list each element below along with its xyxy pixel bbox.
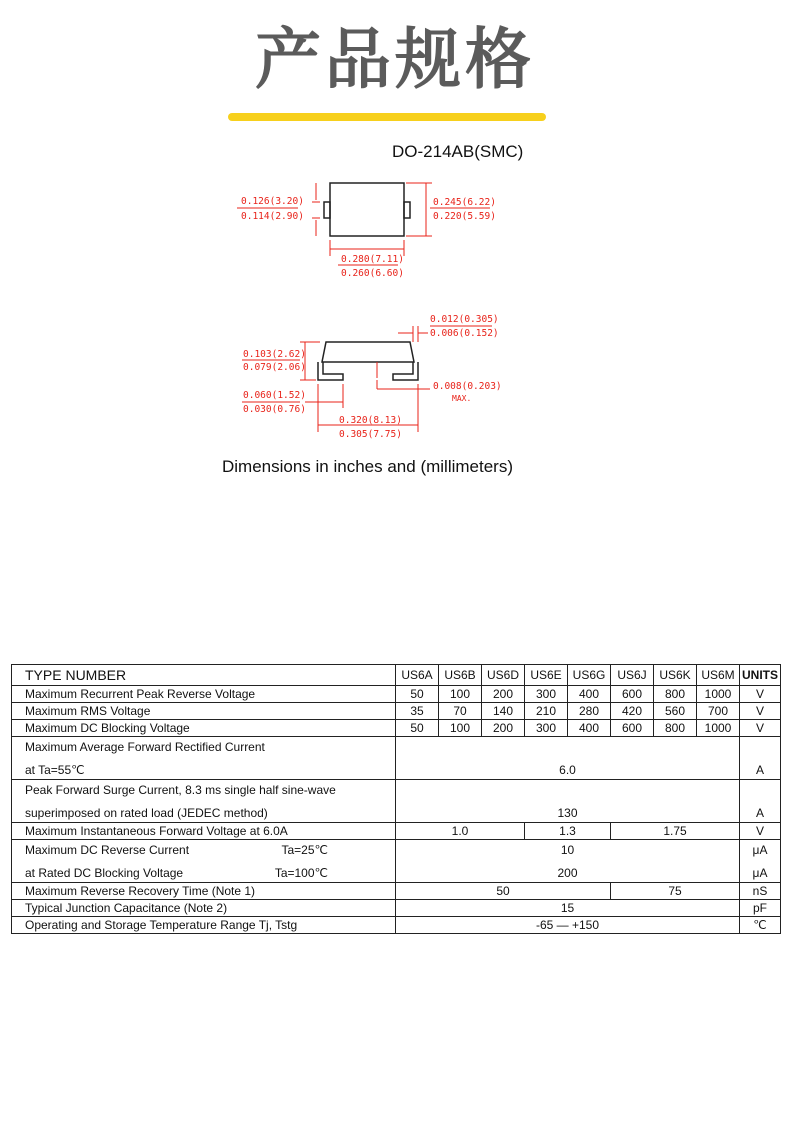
- model-header: US6E: [525, 665, 568, 686]
- condition-label: Ta=100℃: [274, 866, 328, 880]
- unit-cell: [740, 840, 781, 883]
- value-cell: 1000: [697, 720, 740, 737]
- value-cell: 400: [568, 720, 611, 737]
- model-header: US6K: [654, 665, 697, 686]
- value-cell: [396, 840, 740, 883]
- unit-cell: V: [740, 686, 781, 703]
- unit-cell: ℃: [740, 917, 781, 934]
- dim-lead-thick-max: 0.012(0.305): [430, 314, 499, 325]
- value-line: 200: [557, 866, 578, 880]
- table-row: [12, 823, 781, 840]
- value-cell: 800: [654, 686, 697, 703]
- value-line: 10: [560, 843, 575, 857]
- side-view-body: [322, 342, 414, 362]
- top-view-right-tab: [404, 202, 410, 218]
- unit-cell: V: [740, 720, 781, 737]
- condition-label: Ta=25℃: [281, 843, 328, 857]
- table-row: [12, 917, 781, 934]
- param-line: Peak Forward Surge Current, 8.3 ms single half sine-wave: [25, 783, 336, 797]
- table-row: [12, 737, 781, 780]
- value-cell: 50: [396, 720, 439, 737]
- value-cell: 210: [525, 703, 568, 720]
- unit-cell: nS: [740, 883, 781, 900]
- value-cell: 300: [525, 720, 568, 737]
- package-dimension-drawing: [0, 0, 790, 460]
- value-cell: 400: [568, 686, 611, 703]
- param-label: [12, 780, 396, 823]
- value-cell: 200: [482, 686, 525, 703]
- model-header: US6D: [482, 665, 525, 686]
- param-label: [12, 840, 396, 883]
- table-row: [12, 900, 781, 917]
- param-label: Operating and Storage Temperature Range Tj, Tstg: [12, 917, 396, 934]
- value-cell: 70: [439, 703, 482, 720]
- unit-line: μA: [752, 866, 768, 880]
- dim-height-min: 0.114(2.90): [241, 211, 304, 222]
- dim-lead-thick-min: 0.006(0.152): [430, 328, 499, 339]
- dim-lead-len-min: 0.030(0.76): [243, 404, 306, 415]
- value-cell: 1.0: [396, 823, 525, 840]
- value-cell: 1.3: [525, 823, 611, 840]
- dim-body-height-max: 0.103(2.62): [243, 349, 306, 360]
- unit-cell: pF: [740, 900, 781, 917]
- value-cell: 130: [396, 780, 740, 823]
- table-row: [12, 703, 781, 720]
- value-cell: 6.0: [396, 737, 740, 780]
- value-cell: 420: [611, 703, 654, 720]
- table-header-row: [12, 665, 781, 686]
- param-label: Maximum Instantaneous Forward Voltage at 6.0A: [12, 823, 396, 840]
- value-cell: 200: [482, 720, 525, 737]
- param-line: at Ta=55℃: [25, 763, 85, 777]
- value-cell: 280: [568, 703, 611, 720]
- dim-length-min: 0.260(6.60): [341, 268, 404, 279]
- table-row: [12, 840, 781, 883]
- table-row: [12, 720, 781, 737]
- value-cell: 50: [396, 883, 611, 900]
- dim-body-height-min: 0.079(2.06): [243, 362, 306, 373]
- model-header: US6G: [568, 665, 611, 686]
- value-cell: 35: [396, 703, 439, 720]
- unit-line: μA: [752, 843, 768, 857]
- unit-cell: V: [740, 703, 781, 720]
- unit-cell: A: [740, 780, 781, 823]
- dim-overall-max: 0.320(8.13): [339, 415, 402, 426]
- dim-standoff: 0.008(0.203): [433, 381, 502, 392]
- top-view-body: [330, 183, 404, 236]
- value-cell: 800: [654, 720, 697, 737]
- table-row: [12, 686, 781, 703]
- package-name: DO-214AB(SMC): [392, 142, 524, 161]
- dim-width-max: 0.245(6.22): [433, 197, 496, 208]
- param-label: Typical Junction Capacitance (Note 2): [12, 900, 396, 917]
- dim-height-max: 0.126(3.20): [241, 196, 304, 207]
- value-cell: 75: [611, 883, 740, 900]
- dim-width-min: 0.220(5.59): [433, 211, 496, 222]
- spec-table: [11, 664, 781, 934]
- dim-lead-len-max: 0.060(1.52): [243, 390, 306, 401]
- param-label: Maximum DC Blocking Voltage: [12, 720, 396, 737]
- param-label: [12, 737, 396, 780]
- dim-standoff-note: MAX.: [452, 394, 472, 403]
- value-cell: 600: [611, 686, 654, 703]
- model-header: US6A: [396, 665, 439, 686]
- side-view-left-lead: [318, 362, 343, 380]
- side-view-right-lead: [393, 362, 418, 380]
- dim-overall-min: 0.305(7.75): [339, 429, 402, 440]
- value-cell: 140: [482, 703, 525, 720]
- table-row: [12, 780, 781, 823]
- type-number-label: TYPE NUMBER: [12, 665, 396, 686]
- value-cell: 1.75: [611, 823, 740, 840]
- param-label: Maximum Reverse Recovery Time (Note 1): [12, 883, 396, 900]
- unit-cell: A: [740, 737, 781, 780]
- page-title: 产品规格: [255, 21, 535, 98]
- model-header: US6J: [611, 665, 654, 686]
- value-cell: 1000: [697, 686, 740, 703]
- table-row: [12, 883, 781, 900]
- value-cell: 100: [439, 720, 482, 737]
- top-view-left-tab: [324, 202, 330, 218]
- value-cell: 50: [396, 686, 439, 703]
- model-header: US6B: [439, 665, 482, 686]
- param-line: Maximum Average Forward Rectified Current: [25, 740, 265, 754]
- value-cell: 560: [654, 703, 697, 720]
- dimensions-caption: Dimensions in inches and (millimeters): [222, 457, 513, 476]
- value-cell: 300: [525, 686, 568, 703]
- value-cell: -65 — +150: [396, 917, 740, 934]
- value-cell: 100: [439, 686, 482, 703]
- value-cell: 600: [611, 720, 654, 737]
- param-line: Maximum DC Reverse Current: [25, 843, 190, 857]
- value-cell: 15: [396, 900, 740, 917]
- value-cell: 700: [697, 703, 740, 720]
- units-header: UNITS: [740, 665, 781, 686]
- dim-length-max: 0.280(7.11): [341, 254, 404, 265]
- model-header: US6M: [697, 665, 740, 686]
- param-line: at Rated DC Blocking Voltage: [25, 866, 184, 880]
- param-label: Maximum RMS Voltage: [12, 703, 396, 720]
- unit-cell: V: [740, 823, 781, 840]
- param-label: Maximum Recurrent Peak Reverse Voltage: [12, 686, 396, 703]
- param-line: superimposed on rated load (JEDEC method): [25, 806, 268, 820]
